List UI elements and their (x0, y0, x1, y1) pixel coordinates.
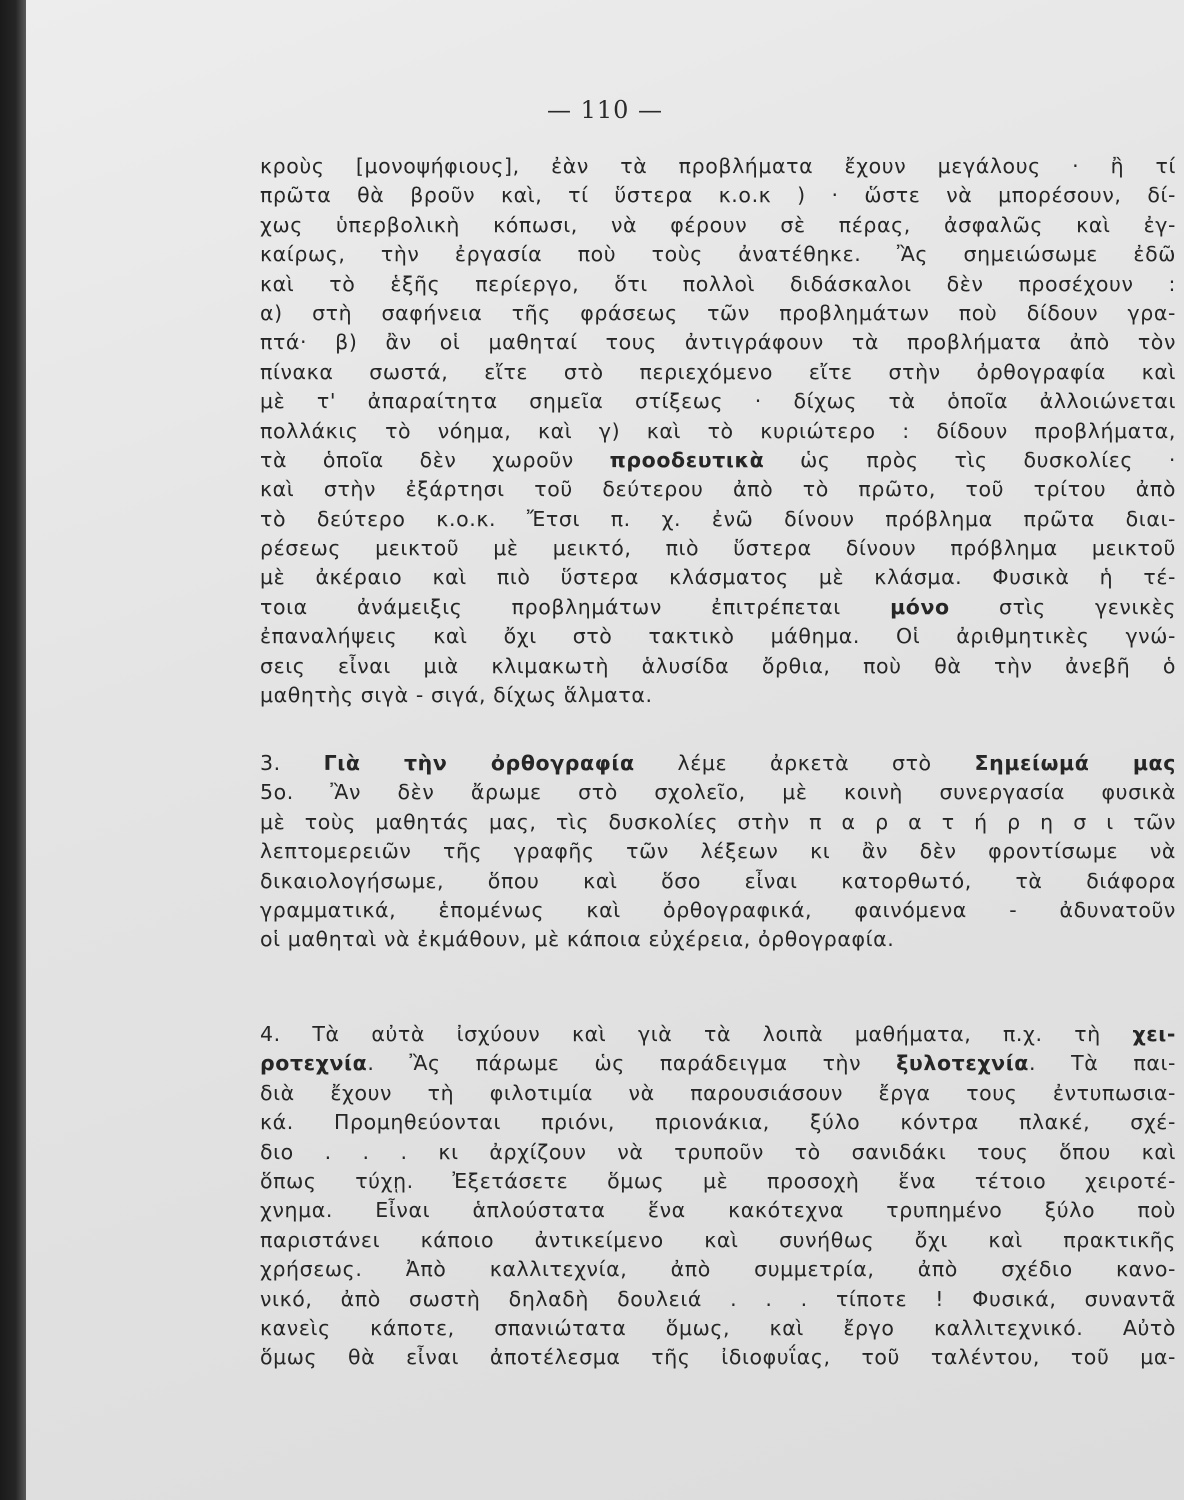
text-line: κροὺς [μονοψήφιους], ἐὰν τὰ προβλήματα ἔχουν μεγάλους · ἢ τί (260, 154, 1176, 178)
scan-edge (0, 0, 26, 1500)
text-line: ὅμως θὰ εἶναι ἀποτέλεσμα τῆς ἰδιοφυΐας, τοῦ ταλέντου, τοῦ μα- (260, 1345, 1176, 1370)
paragraph-3 (260, 1020, 1176, 1373)
emphasis: ροτεχνία (260, 1051, 368, 1076)
text-line: κά. Προμηθεύονται πριόνι, πριονάκια, ξύλο κόντρα πλακέ, σχέ- (260, 1110, 1176, 1135)
text-line: μαθητὴς σιγὰ - σιγά, δίχως ἅλματα. (260, 683, 653, 708)
text-line: σεις εἶναι μιὰ κλιμακωτὴ ἁλυσίδα ὄρθια, ποὺ θὰ τὴν ἀνεβῆ ὁ (260, 653, 1176, 678)
text-line: ὅπως τύχῃ. Ἐξετάσετε ὅμως μὲ προσοχὴ ἕνα τέτοιο χειροτέ- (260, 1168, 1176, 1193)
emphasis: προοδευτικὰ (609, 447, 765, 472)
emphasis: μόνο (890, 594, 950, 619)
text-line: χρήσεως. Ἀπὸ καλλιτεχνία, ἀπὸ συμμετρία, ἀπὸ σχέδιο κανο- (260, 1257, 1176, 1282)
text-line: 3. Γιὰ τὴν ὀρθογραφία λέμε ἀρκετὰ στὸ Σημείωμά μας (260, 751, 1176, 775)
text-line: καὶ τὸ ἑξῆς περίεργο, ὅτι πολλοὶ διδάσκαλοι δὲν προσέχουν : (260, 271, 1176, 296)
text-line: μὲ τοὺς μαθητάς μας, τὶς δυσκολίες στὴν π α ρ α τ ή ρ η σ ι τῶν (260, 809, 1176, 834)
text-line: χως ὑπερβολικὴ κόπωσι, νὰ φέρουν σὲ πέρας, ἀσφαλῶς καὶ ἐγ- (260, 212, 1176, 237)
text-line: ἐπαναλήψεις καὶ ὄχι στὸ τακτικὸ μάθημα. Οἱ ἀριθμητικὲς γνώ- (260, 624, 1176, 649)
text-line: πτά· β) ἂν οἱ μαθηταί τους ἀντιγράφουν τὰ προβλήματα ἀπὸ τὸν (260, 330, 1176, 355)
text-line: πρῶτα θὰ βροῦν καὶ, τί ὕστερα κ.ο.κ ) · ὥστε νὰ μπορέσουν, δί- (260, 183, 1176, 208)
text-line: χνημα. Εἶναι ἁπλούστατα ἕνα κακότεχνα τρυπημένο ξύλο ποὺ (260, 1198, 1176, 1223)
text-line: οἱ μαθηταὶ νὰ ἐκμάθουν, μὲ κάποια εὐχέρεια, ὀρθογραφία. (260, 927, 895, 952)
book-page (26, 0, 1184, 1500)
emphasis: Γιὰ τὴν ὀρθογραφία (323, 751, 635, 775)
text-line: διο . . . κι ἀρχίζουν νὰ τρυποῦν τὸ σανιδάκι τους ὅπου καὶ (260, 1139, 1176, 1164)
emphasis: Σημείωμά μας (974, 751, 1176, 775)
text-line: πίνακα σωστά, εἴτε στὸ περιεχόμενο εἴτε στὴν ὀρθογραφία καὶ (260, 359, 1176, 384)
text-line: 5ο. Ἂν δὲν ἄρωμε στὸ σχολεῖο, μὲ κοινὴ συνεργασία φυσικὰ (260, 780, 1176, 805)
text-line: ρέσεως μεικτοῦ μὲ μεικτό, πιὸ ὕστερα δίνουν πρόβλημα μεικτοῦ (260, 536, 1176, 561)
text-line: α) στὴ σαφήνεια τῆς φράσεως τῶν προβλημάτων ποὺ δίδουν γρα- (260, 300, 1176, 325)
text-line: τὸ δεύτερο κ.ο.κ. Ἔτσι π. χ. ἐνῶ δίνουν πρόβλημα πρῶτα διαι- (260, 506, 1176, 531)
emphasis: ξυλοτεχνία (896, 1051, 1029, 1076)
text-line: μὲ τ' ἀπαραίτητα σημεῖα στίξεως · δίχως τὰ ὁποῖα ἀλλοιώνεται (260, 389, 1176, 414)
page-number: — 110 — (546, 96, 664, 124)
emphasis: χει- (1132, 1022, 1176, 1046)
text-line: ροτεχνία. Ἂς πάρωμε ὡς παράδειγμα τὴν ξυλοτεχνία. Τὰ παι- (260, 1051, 1176, 1076)
text-line: τοια ἀνάμειξις προβλημάτων ἐπιτρέπεται μόνο στὶς γενικὲς (260, 594, 1176, 619)
text-line: μὲ ἀκέραιο καὶ πιὸ ὕστερα κλάσματος μὲ κλάσμα. Φυσικὰ ἡ τέ- (260, 565, 1176, 590)
text-line: παριστάνει κάποιο ἀντικείμενο καὶ συνήθως ὄχι καὶ πρακτικῆς (260, 1227, 1176, 1252)
text-line: καὶ στὴν ἐξάρτησι τοῦ δεύτερου ἀπὸ τὸ πρῶτο, τοῦ τρίτου ἀπὸ (260, 477, 1176, 502)
text-line: καίρως, τὴν ἐργασία ποὺ τοὺς ἀνατέθηκε. Ἂς σημειώσωμε ἐδῶ (260, 242, 1176, 267)
text-line: γραμματικά, ἑπομένως καὶ ὀρθογραφικά, φαινόμενα - ἀδυνατοῦν (260, 897, 1176, 922)
text-line: πολλάκις τὸ νόημα, καὶ γ) καὶ τὸ κυριώτερο : δίδουν προβλήματα, (260, 418, 1176, 443)
text-line: δικαιολογήσωμε, ὅπου καὶ ὅσο εἶναι κατορθωτό, τὰ διάφορα (260, 868, 1176, 893)
text-line: τὰ ὁποῖα δὲν χωροῦν προοδευτικὰ ὡς πρὸς τὶς δυσκολίες · (260, 447, 1177, 472)
paragraph-2 (260, 749, 1176, 955)
text-line: 4. Τὰ αὐτὰ ἰσχύουν καὶ γιὰ τὰ λοιπὰ μαθήματα, π.χ. τὴ χει- (260, 1022, 1176, 1046)
text-line: νικό, ἀπὸ σωστὴ δηλαδὴ δουλειά . . . τίποτε ! Φυσικά, συναντᾶ (260, 1286, 1176, 1311)
paragraph-1 (260, 152, 1176, 710)
text-line: διὰ ἔχουν τὴ φιλοτιμία νὰ παρουσιάσουν ἔργα τους ἐντυπωσια- (260, 1080, 1176, 1105)
text-line: λεπτομερειῶν τῆς γραφῆς τῶν λέξεων κι ἂν δὲν φροντίσωμε νὰ (260, 839, 1176, 864)
text-line: κανεὶς κάποτε, σπανιώτατα ὅμως, καὶ ἔργο καλλιτεχνικό. Αὐτὸ (260, 1315, 1176, 1340)
